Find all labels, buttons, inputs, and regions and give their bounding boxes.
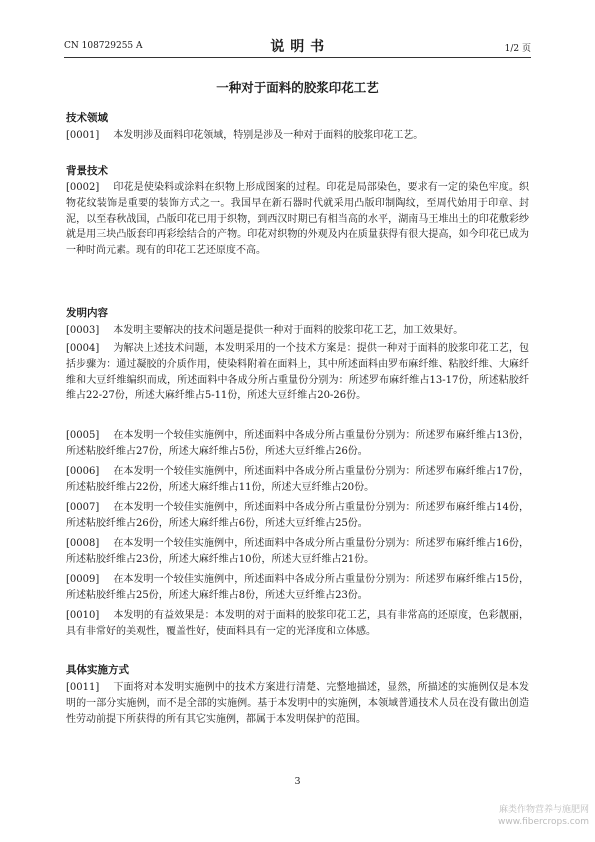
paragraph-text: 下面将对本发明实施例中的技术方案进行清楚、完整地描述，显然，所描述的实施例仅是本发明的一部分实施例，而不是全部的实施例。基于本发明中的实施例，本领域普通技术人员在没有做出创造性劳动前提下所获得的所有其它实施例，都属于本发明保护的范围。 [66,682,529,725]
section-heading-summary: 发明内容 [66,307,108,319]
paragraph-0008 [66,536,529,568]
paragraph-text: 本发明涉及面料印花领域，特别是涉及一种对于面料的胶浆印花工艺。 [113,130,424,141]
paragraph-number: [0001] [66,130,100,141]
paragraph-text: 本发明主要解决的技术问题是提供一种对于面料的胶浆印花工艺，加工效果好。 [113,325,464,336]
paragraph-text: 在本发明一个较佳实施例中，所述面料中各成分所占重量份分别为：所述罗布麻纤维占16份，所述粘胶纤维占23份，所述大麻纤维占10份，所述大豆纤维占21份。 [66,538,529,565]
page-number: 3 [294,776,301,787]
header-divider [64,57,531,58]
paragraph-number: [0005] [66,430,100,441]
watermark-url: www.fibercrops.com [498,817,589,827]
paragraph-number: [0006] [66,466,100,477]
paragraph-text: 印花是使染料或涂料在织物上形成图案的过程。印花是局部染色，要求有一定的染色牢度。织物花纹装饰是重要的装饰方式之一。我国早在新石器时代就采用凸版印制陶纹，至周代始用于印章、封泥，以至春秋战国，凸版印花已用于织物，到西汉时期已有相当高的水平，湖南马王堆出土的印花敷彩纱就是用三块凸版套印再彩绘结合的产物。印花对织物的外观及内在质量获得有很大提高，如今印花已成为一种时尚元素。现有的印花工艺还原度不高。 [66,182,529,257]
paragraph-number: [0004] [66,343,100,354]
paragraph-text: 在本发明一个较佳实施例中，所述面料中各成分所占重量份分别为：所述罗布麻纤维占15份，所述粘胶纤维占25份，所述大麻纤维占8份，所述大豆纤维占23份。 [66,574,529,601]
paragraph-0011 [66,680,529,727]
paragraph-number: [0002] [66,182,100,193]
paragraph-0006 [66,464,529,496]
paragraph-number: [0003] [66,325,100,336]
paragraph-text: 在本发明一个较佳实施例中，所述面料中各成分所占重量份分别为：所述罗布麻纤维占17份，所述粘胶纤维占22份，所述大麻纤维占11份，所述大豆纤维占20份。 [66,466,529,493]
paragraph-0003 [66,323,529,339]
paragraph-0010 [66,608,529,640]
section-heading-technical-field: 技术领域 [66,112,108,124]
paragraph-number: [0009] [66,574,100,585]
paragraph-0004 [66,341,529,404]
paragraph-text: 为解决上述技术问题，本发明采用的一个技术方案是：提供一种对于面料的胶浆印花工艺，包括步骤为：通过凝胶的介质作用，使染料附着在面料上，其中所述面料由罗布麻纤维、粘胶纤维、大麻纤维和大豆纤维编织而成，所述面料中各成分所占重量份分别为：所述罗布麻纤维占13-17份，所述粘胶纤维占22-27份，所述大麻纤维占5-11份，所述大豆纤维占20-26份。 [66,343,529,402]
paragraph-number: [0008] [66,538,100,549]
watermark-site-name: 麻类作物营养与施肥网 [498,805,589,815]
paragraph-0001 [66,128,529,144]
paragraph-0009 [66,572,529,604]
section-heading-detailed-description: 具体实施方式 [66,664,129,676]
paragraph-text: 本发明的有益效果是：本发明的对于面料的胶浆印花工艺，具有非常高的还原度，色彩靓丽，具有非常好的美观性，覆盖性好，使面料具有一定的光泽度和立体感。 [66,610,529,637]
invention-title: 一种对于面料的胶浆印花工艺 [216,80,379,95]
document-type-heading: 说 明 书 [270,39,325,55]
paragraph-number: [0011] [66,682,100,693]
paragraph-number: [0010] [66,610,100,621]
watermark [498,804,589,828]
patent-number: CN 108729255 A [64,41,143,51]
paragraph-text: 在本发明一个较佳实施例中，所述面料中各成分所占重量份分别为：所述罗布麻纤维占14份，所述粘胶纤维占26份，所述大麻纤维占6份，所述大豆纤维占25份。 [66,502,529,529]
paragraph-0005 [66,428,529,460]
paragraph-0002 [66,180,529,259]
paragraph-text: 在本发明一个较佳实施例中，所述面料中各成分所占重量份分别为：所述罗布麻纤维占13份，所述粘胶纤维占27份，所述大麻纤维占5份，所述大豆纤维占26份。 [66,430,529,457]
section-heading-background: 背景技术 [66,165,108,177]
paragraph-0007 [66,500,529,532]
page-indicator: 1/2 页 [504,44,531,54]
paragraph-number: [0007] [66,502,100,513]
